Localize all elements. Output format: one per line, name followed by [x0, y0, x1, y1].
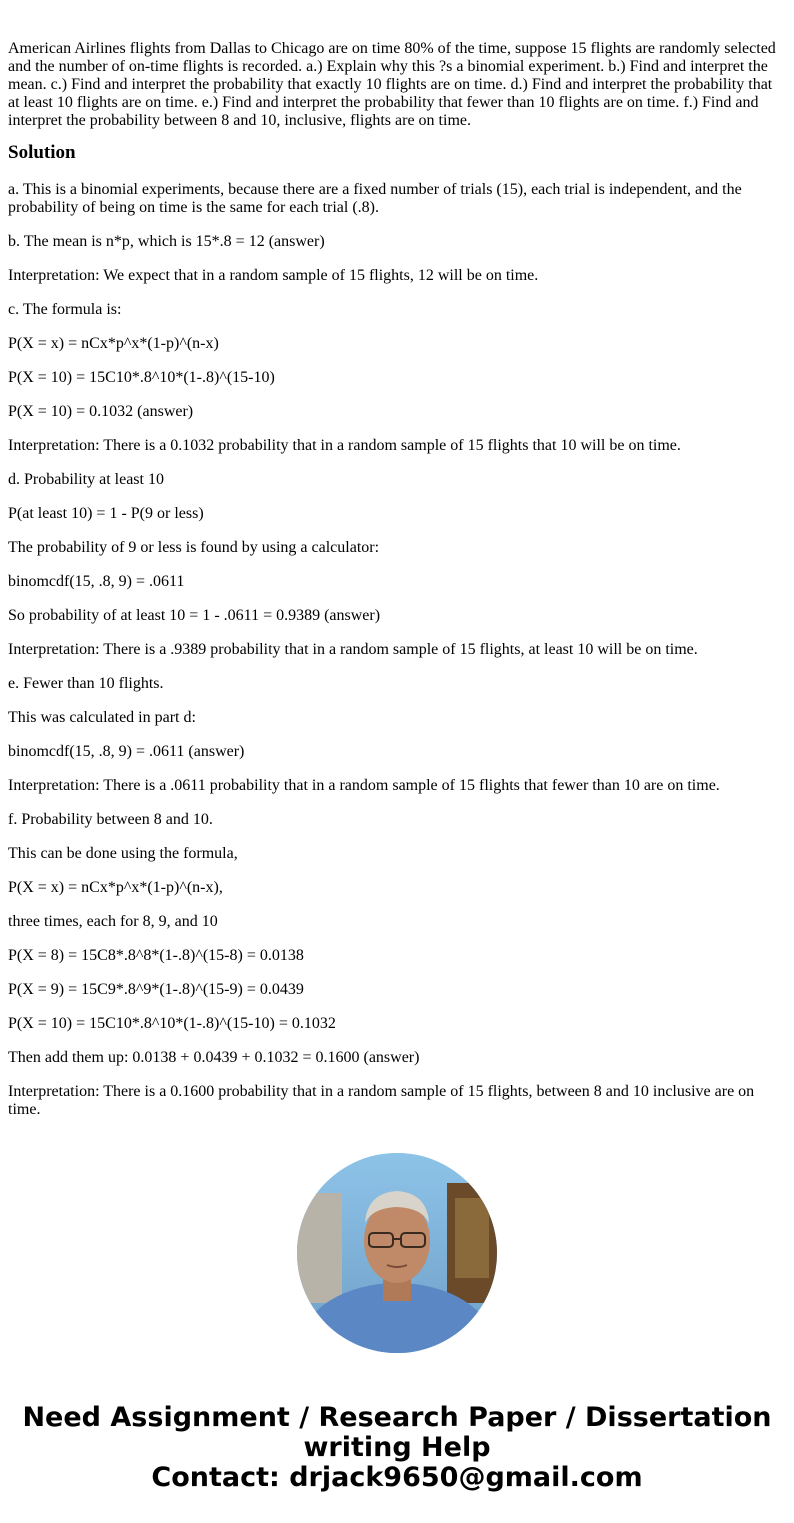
- solution-line: The probability of 9 or less is found by using a calculator:: [8, 539, 380, 556]
- solution-line: b. The mean is n*p, which is 15*.8 = 12 (answer): [8, 233, 325, 250]
- solution-line: P(X = 9) = 15C9*.8^9*(1-.8)^(15-9) = 0.0439: [8, 981, 304, 998]
- author-portrait-image: [297, 1153, 497, 1353]
- solution-line: P(X = x) = nCx*p^x*(1-p)^(n-x),: [8, 879, 223, 896]
- promo-footer: [0, 1403, 794, 1493]
- solution-line: c. The formula is:: [8, 301, 122, 318]
- question-text: American Airlines flights from Dallas to Chicago are on time 80% of the time, suppose 15 flights are randomly selected and the number of on-time flights is recorded. a.) Explain why this ?s a binomial experiment. b.) Find and interpret the mean. c.) Find and interpret the probability that exactly 10 flights are on time. d.) Find and interpret the probability that at least 10 flights are on time. e.) Find and interpret the probability that fewer than 10 flights are on time. f.) Find and interpret the probability between 8 and 10, inclusive, flights are on time.: [8, 40, 776, 129]
- solution-line: This can be done using the formula,: [8, 845, 238, 862]
- solution-line: Interpretation: We expect that in a random sample of 15 flights, 12 will be on time.: [8, 267, 539, 284]
- solution-heading: Solution: [8, 142, 76, 163]
- promo-line-1: Need Assignment / Research Paper / Dissertation: [22, 1402, 772, 1433]
- solution-line: P(X = 10) = 0.1032 (answer): [8, 403, 194, 420]
- solution-line: f. Probability between 8 and 10.: [8, 811, 213, 828]
- solution-line: Interpretation: There is a .0611 probability that in a random sample of 15 flights that fewer than 10 are on time.: [8, 777, 720, 794]
- solution-line: P(X = x) = nCx*p^x*(1-p)^(n-x): [8, 335, 219, 352]
- solution-line: Interpretation: There is a 0.1032 probability that in a random sample of 15 flights that 10 will be on time.: [8, 437, 681, 454]
- solution-body: [8, 181, 780, 1119]
- solution-line: P(X = 10) = 15C10*.8^10*(1-.8)^(15-10) = 0.1032: [8, 1015, 336, 1032]
- solution-line: Then add them up: 0.0138 + 0.0439 + 0.1032 = 0.1600 (answer): [8, 1049, 420, 1066]
- solution-line: e. Fewer than 10 flights.: [8, 675, 164, 692]
- solution-line: P(at least 10) = 1 - P(9 or less): [8, 505, 204, 522]
- solution-line: a. This is a binomial experiments, because there are a fixed number of trials (15), each trial is independent, and the probability of being on time is the same for each trial (.8).: [8, 181, 742, 216]
- solution-line: binomcdf(15, .8, 9) = .0611 (answer): [8, 743, 245, 760]
- solution-line: three times, each for 8, 9, and 10: [8, 913, 218, 930]
- promo-line-2: writing Help: [303, 1432, 491, 1463]
- solution-document: [8, 40, 780, 1122]
- solution-line: Interpretation: There is a 0.1600 probability that in a random sample of 15 flights, between 8 and 10 inclusive are on time.: [8, 1083, 755, 1118]
- solution-line: P(X = 10) = 15C10*.8^10*(1-.8)^(15-10): [8, 369, 275, 386]
- solution-line: d. Probability at least 10: [8, 471, 164, 488]
- promo-contact: Contact: drjack9650@gmail.com: [151, 1462, 643, 1493]
- solution-line: P(X = 8) = 15C8*.8^8*(1-.8)^(15-8) = 0.0138: [8, 947, 304, 964]
- solution-line: binomcdf(15, .8, 9) = .0611: [8, 573, 185, 590]
- solution-line: Interpretation: There is a .9389 probability that in a random sample of 15 flights, at least 10 will be on time.: [8, 641, 698, 658]
- author-photo: [297, 1153, 497, 1353]
- solution-line: So probability of at least 10 = 1 - .0611 = 0.9389 (answer): [8, 607, 381, 624]
- solution-line: This was calculated in part d:: [8, 709, 196, 726]
